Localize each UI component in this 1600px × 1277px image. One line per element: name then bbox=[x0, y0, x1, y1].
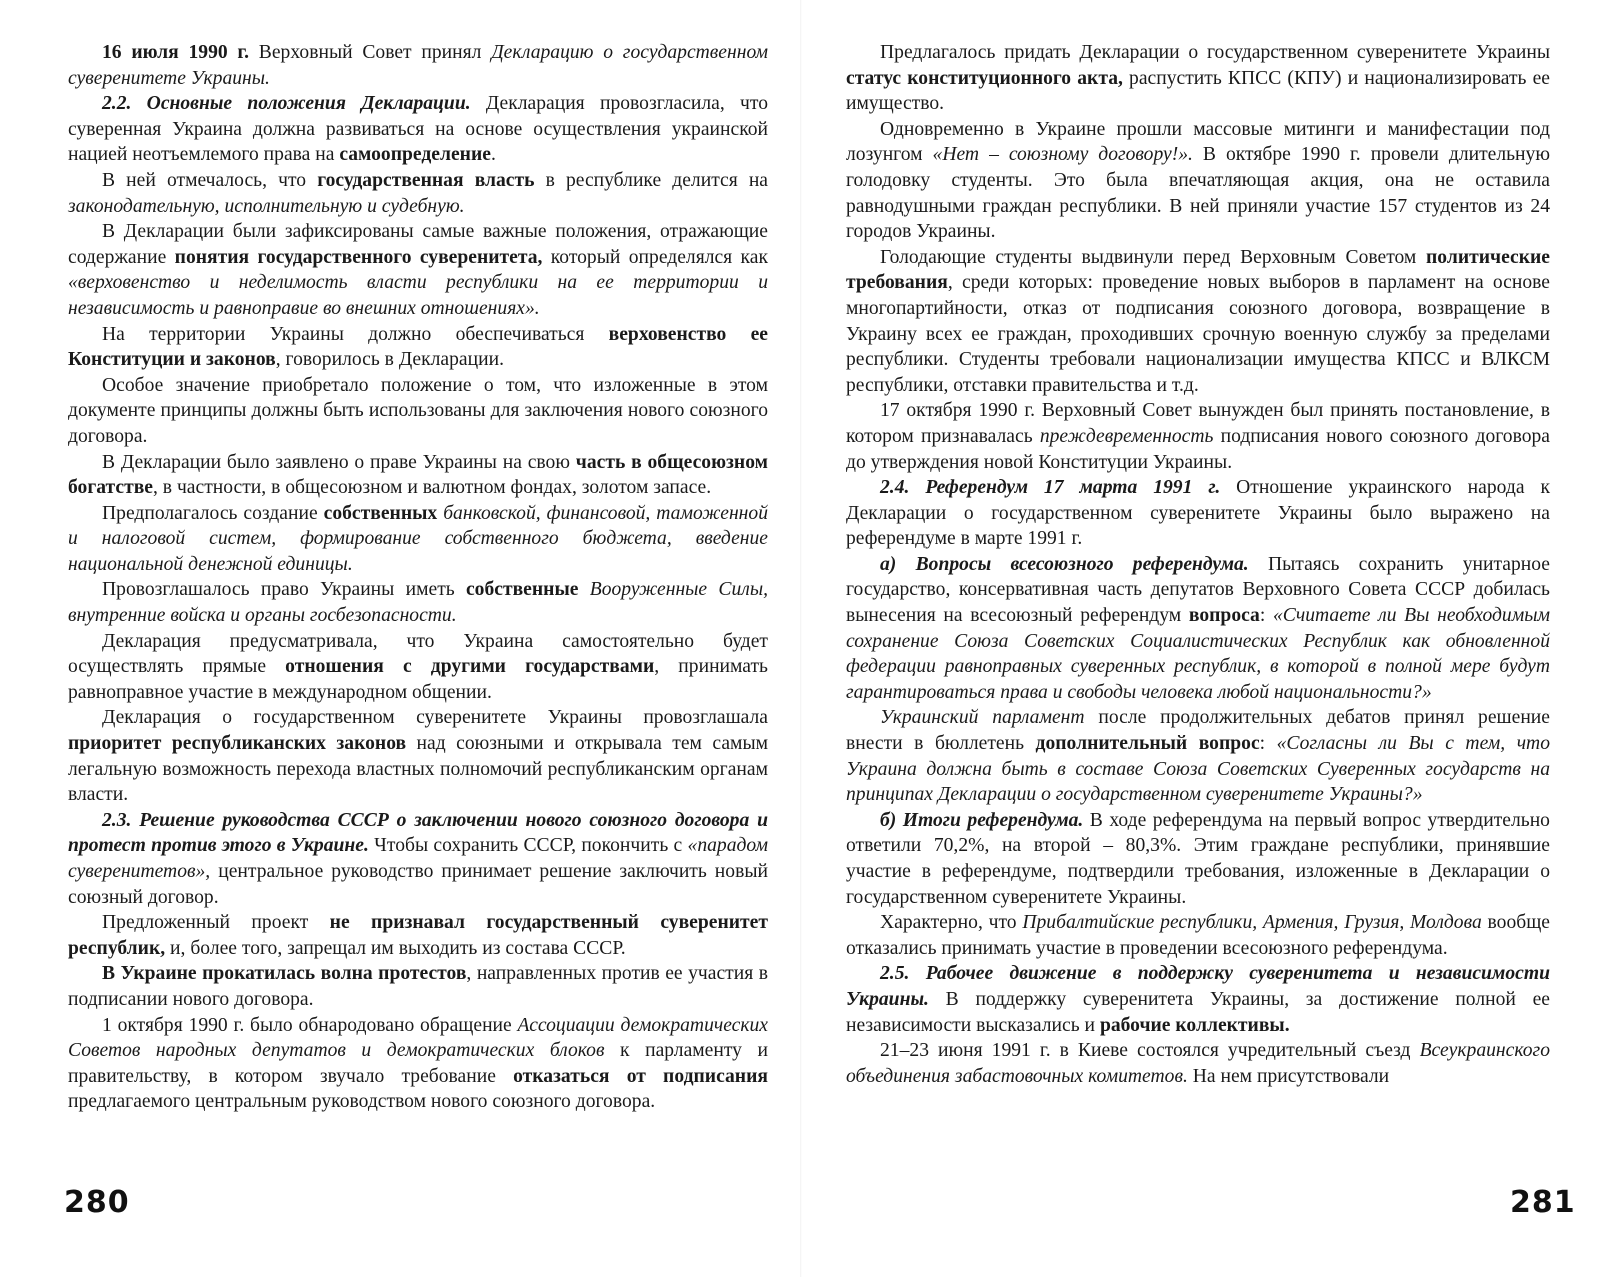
text-run: Декларация провозгласила, что суверенная Украина должна развиваться на основе осуществления украинской нацией неотъемлемого права на bbox=[68, 93, 768, 166]
section-paragraph bbox=[846, 552, 1550, 706]
text-run: , среди которых: проведение новых выборов в парламент на основе многопартийности, отказ от подписания союзного договора, возвращение в Украину всех ее граждан, проходивших срочную военную службу за пределами республики. Студенты требовали национализации имущества КПСС и ВЛКСМ республики, отставки правительства и т.д. bbox=[846, 272, 1550, 396]
text-run: собственные bbox=[465, 579, 579, 601]
paragraph bbox=[68, 40, 768, 91]
text-run: Ассоциации демократических Советов народных депутатов и демократических блоков bbox=[68, 1014, 769, 1062]
text-run: собственных bbox=[323, 502, 438, 524]
paragraph bbox=[846, 398, 1550, 475]
page-number-right: 281 bbox=[1510, 1185, 1576, 1220]
text-run: 21–23 июня 1991 г. в Киеве состоялся учредительный съезд bbox=[880, 1040, 1420, 1062]
text-run: На нем присутствовали bbox=[1187, 1065, 1390, 1087]
text-run: Украинский парламент bbox=[880, 707, 1085, 729]
text-run: В ней отмечалось, что bbox=[102, 169, 318, 191]
text-run: распустить КПСС (КПУ) и национализировать ее имущество. bbox=[846, 67, 1550, 115]
paragraph bbox=[846, 245, 1550, 399]
text-run: подписания нового союзного договора до утверждения новой Конституции Украины. bbox=[846, 425, 1550, 473]
text-run: . bbox=[490, 144, 496, 166]
text-run: над союзными и открывала тем самым легальную возможность перехода властных полномочий республиканским органам власти. bbox=[68, 733, 769, 806]
text-run: , направленных против ее участия в подписании нового договора. bbox=[68, 963, 768, 1010]
text-run: На территории Украины должно обеспечиваться bbox=[102, 323, 609, 345]
paragraph bbox=[68, 1013, 768, 1115]
section-paragraph bbox=[68, 808, 768, 910]
section-heading: 2.4. Референдум 17 марта 1991 г. bbox=[880, 477, 1221, 499]
paragraph bbox=[68, 322, 768, 373]
text-run: Верховный Совет принял bbox=[249, 42, 492, 63]
text-run: Декларация о государственном суверенитете Украины провозглашала bbox=[102, 707, 768, 729]
text-run: вопроса bbox=[1188, 605, 1260, 627]
right-page bbox=[846, 40, 1550, 1089]
text-run: Декларация предусматривала, что Украина самостоятельно будет осуществлять прямые bbox=[68, 630, 768, 678]
paragraph bbox=[846, 705, 1550, 807]
text-run: самоопределение bbox=[339, 144, 491, 166]
text-run: В Декларации было заявлено о праве Украины на свою bbox=[102, 451, 576, 473]
text-run: В поддержку суверенитета Украины, за достижение полной ее независимости высказались и bbox=[846, 988, 1550, 1036]
paragraph bbox=[846, 40, 1550, 117]
paragraph bbox=[68, 577, 768, 628]
text-run: после продолжительных дебатов принял решение внести в бюллетень bbox=[846, 707, 1550, 755]
paragraph bbox=[68, 373, 768, 450]
text-run: отношения с другими государствами bbox=[285, 656, 655, 678]
text-run: статус конституционного акта, bbox=[846, 67, 1123, 89]
text-run: вообще отказались принимать участие в проведении всесоюзного референдума. bbox=[846, 912, 1550, 959]
section-paragraph bbox=[846, 808, 1550, 910]
text-run: Вооруженные Силы, внутренние войска и органы госбезопасности. bbox=[68, 579, 768, 627]
text-run: , говорилось в Декларации. bbox=[275, 349, 504, 371]
section-heading: 2.2. Основные положения Декларации. bbox=[102, 93, 471, 115]
text-run: банковской, финансовой, таможенной и налоговой систем, формирование собственного бюджета, введение национальной денежной единицы. bbox=[68, 502, 768, 575]
text-run: отказаться от подписания bbox=[513, 1065, 768, 1087]
paragraph bbox=[846, 910, 1550, 961]
paragraph bbox=[68, 910, 768, 961]
text-run: приоритет республиканских законов bbox=[68, 733, 407, 755]
paragraph bbox=[68, 629, 768, 706]
section-heading: 2.5. Рабочее движение в поддержку суверенитета и независимости Украины. bbox=[846, 963, 1550, 1010]
paragraph bbox=[68, 450, 768, 501]
text-run: «Нет – союзному договору!». bbox=[932, 144, 1193, 166]
text-run: «Согласны ли Вы с тем, что Украина должна быть в составе Союза Советских Суверенных государств на принципах Декларации о государственном суверенитете Украины?» bbox=[846, 733, 1551, 806]
book-gutter bbox=[800, 0, 802, 1277]
text-run: не признавал государственный суверенитет республик, bbox=[68, 912, 768, 959]
text-run: Характерно, что bbox=[880, 912, 1023, 934]
text-run: Одновременно в Украине прошли массовые митинги и манифестации под лозунгом bbox=[846, 118, 1550, 166]
paragraph bbox=[846, 117, 1550, 245]
text-run: который определялся как bbox=[542, 246, 768, 268]
text-run: «Считаете ли Вы необходимым сохранение Союза Советских Социалистических Республик как обновленной федерации равноправных суверенных республик, в которой в полной мере будут гарантироваться права и свободы человека любой национальности?» bbox=[846, 605, 1550, 703]
text-run: Провозглашалось право Украины иметь bbox=[102, 579, 466, 601]
text-run: В ходе референдума на первый вопрос утвердительно ответили 70,2%, на второй – 80,3%. Этим граждане республики, принявшие участие в референдуме, подтвердили требования, изложенные в Декларации о государственном суверенитете Украины. bbox=[846, 809, 1550, 908]
text-run: в республике делится на bbox=[534, 169, 769, 191]
text-run: и, более того, запрещал им выходить из состава СССР. bbox=[165, 937, 626, 959]
text-run: , принимать равноправное участие в международном общении. bbox=[68, 656, 768, 703]
text-run: Декларацию о государственном суверенитете Украины. bbox=[68, 42, 769, 89]
text-run: преждевременность bbox=[1039, 425, 1214, 447]
text-run: Предполагалось создание bbox=[102, 502, 324, 524]
text-run: «верховенство и неделимость власти республики на ее территории и независимость и равноправие во внешних отношениях». bbox=[68, 272, 768, 319]
text-run: «парадом суверенитетов», bbox=[68, 835, 768, 882]
text-run: законодательную, исполнительную и судебную. bbox=[68, 195, 465, 217]
text-run: Всеукраинского объединения забастовочных комитетов. bbox=[846, 1040, 1550, 1087]
text-run: В октябре 1990 г. провели длительную голодовку студенты. Это была впечатляющая акция, она не оставила равнодушными граждан республики. В ней приняли участие 157 студентов из 24 городов Украины. bbox=[846, 144, 1550, 243]
text-run: понятия государственного суверенитета, bbox=[174, 246, 543, 268]
text-run: : bbox=[1259, 605, 1273, 627]
text-run: Отношение украинского народа к Декларации о государственном суверенитете Украины было выражено на референдуме в марте 1991 г. bbox=[846, 477, 1550, 550]
text-run: 17 октября 1990 г. Верховный Совет вынужден был принять постановление, в котором признавалась bbox=[846, 400, 1550, 447]
text-run: Предложенный проект bbox=[102, 912, 330, 934]
section-paragraph bbox=[68, 91, 768, 168]
text-run: 16 июля 1990 г. bbox=[102, 42, 250, 63]
paragraph bbox=[68, 961, 768, 1012]
paragraph bbox=[846, 1038, 1550, 1089]
text-run: В Декларации были зафиксированы самые важные положения, отражающие содержание bbox=[68, 221, 768, 268]
text-run: Чтобы сохранить СССР, покончить с bbox=[368, 835, 688, 857]
text-run: Предлагалось придать Декларации о государственном суверенитете Украины bbox=[880, 42, 1550, 63]
text-run: часть в общесоюзном богатстве bbox=[68, 451, 768, 499]
section-heading: 2.3. Решение руководства СССР о заключении нового союзного договора и протест против этого в Украине. bbox=[68, 809, 768, 857]
text-run: Прибалтийские республики, Армения, Грузия, Молдова bbox=[1022, 912, 1482, 934]
paragraph bbox=[68, 501, 768, 578]
paragraph bbox=[68, 705, 768, 807]
text-run: центральное руководство принимает решение заключить новый союзный договор. bbox=[68, 861, 768, 908]
text-run: , в частности, в общесоюзном и валютном фондах, золотом запасе. bbox=[153, 477, 712, 499]
paragraph bbox=[68, 219, 768, 321]
text-run: к парламенту и правительству, в котором звучало требование bbox=[68, 1040, 768, 1087]
page-number-left: 280 bbox=[64, 1185, 130, 1220]
text-run: государственная власть bbox=[317, 169, 535, 191]
section-paragraph bbox=[846, 961, 1550, 1038]
text-run: 1 октября 1990 г. было обнародовано обращение bbox=[102, 1014, 518, 1036]
text-run bbox=[578, 579, 589, 600]
paragraph bbox=[68, 168, 768, 219]
text-run: Особое значение приобретало положение о том, что изложенные в этом документе принципы должны быть использованы для заключения нового союзного договора. bbox=[68, 374, 768, 447]
left-page bbox=[68, 40, 768, 1115]
text-run: верховенство ее Конституции и законов bbox=[68, 323, 768, 371]
text-run: предлагаемого центральным руководством нового союзного договора. bbox=[68, 1091, 656, 1113]
section-paragraph bbox=[846, 475, 1550, 552]
subsection-heading: б) Итоги референдума. bbox=[880, 809, 1084, 831]
text-run: политические требования bbox=[846, 246, 1550, 294]
text-run: дополнительный вопрос bbox=[1035, 733, 1260, 755]
text-run: Голодающие студенты выдвинули перед Верховным Советом bbox=[880, 246, 1427, 268]
text-run: рабочие коллективы. bbox=[1099, 1014, 1290, 1036]
text-run: В Украине прокатилась волна протестов bbox=[102, 963, 467, 985]
subsection-heading: а) Вопросы всесоюзного референдума. bbox=[880, 553, 1249, 575]
text-run: Пытаясь сохранить унитарное государство, консервативная часть депутатов Верховного Совета СССР добилась вынесения на всесоюзный референдум bbox=[846, 553, 1550, 627]
text-run: : bbox=[1259, 733, 1277, 755]
